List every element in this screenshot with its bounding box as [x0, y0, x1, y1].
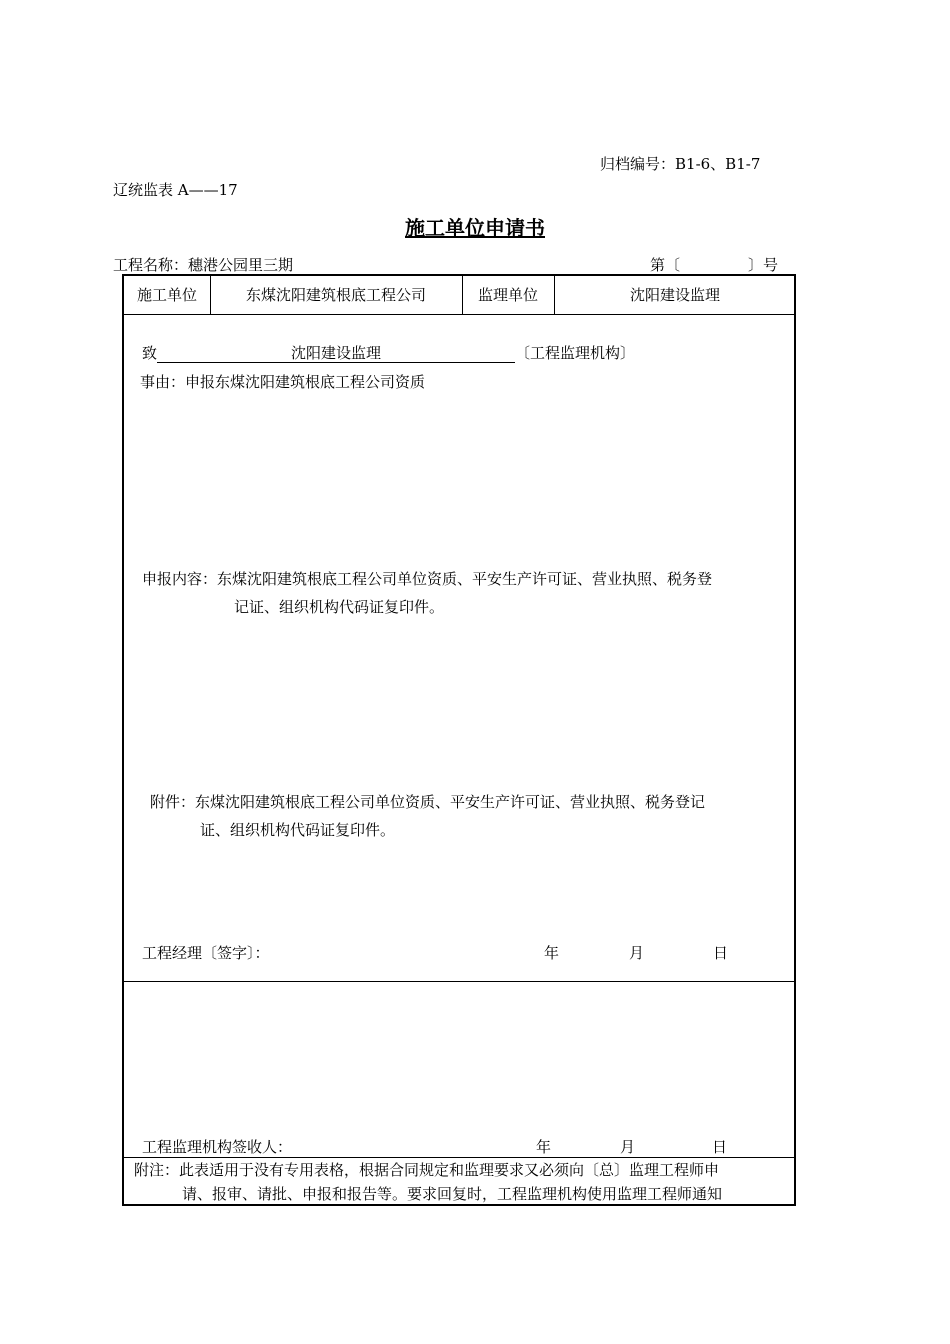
footnote-line-1: 附注：此表适用于没有专用表格，根据合同规定和监理要求又必须向〔总〕监理工程师申	[134, 1161, 720, 1179]
attachments	[150, 788, 795, 844]
application-form-table	[122, 274, 796, 1206]
application-content	[142, 565, 792, 621]
receipt-year: 年	[536, 1138, 552, 1156]
attach-label: 附件：	[150, 793, 196, 811]
addressee-suffix: 〔工程监理机构〕	[515, 344, 636, 362]
attach-line-2: 证、组织机构代码证复印件。	[200, 821, 396, 839]
supervisor-value: 沈阳建设监理	[629, 286, 720, 304]
serial-prefix: 第〔	[650, 256, 681, 274]
contractor-value: 东煤沈阳建筑根底工程公司	[245, 286, 426, 304]
manager-day: 日	[713, 944, 729, 962]
footnote	[134, 1158, 794, 1206]
manager-month: 月	[629, 944, 645, 962]
addressee-prefix: 致	[142, 344, 158, 362]
contractor-label: 施工单位	[136, 286, 197, 304]
attach-line-1: 东煤沈阳建筑根底工程公司单位资质、平安生产许可证、营业执照、税务登记	[195, 793, 706, 811]
content-label: 申报内容：	[142, 570, 218, 588]
addressee-name: 沈阳建设监理	[157, 344, 515, 363]
project-name: 工程名称：穗港公园里三期	[113, 256, 294, 274]
manager-signature-label: 工程经理〔签字〕：	[142, 944, 270, 962]
serial-number	[650, 254, 778, 275]
addressee-line	[142, 342, 635, 363]
receipt-month: 月	[620, 1138, 636, 1156]
page-title: 施工单位申请书	[405, 216, 545, 240]
manager-year: 年	[544, 944, 560, 962]
form-code: 辽统监表 A——17	[113, 181, 238, 199]
reason-text: 事由：申报东煤沈阳建筑根底工程公司资质	[140, 373, 426, 391]
archive-number: 归档编号：B1-6、B1-7	[600, 155, 761, 173]
serial-suffix: 〕号	[748, 256, 779, 274]
supervisor-label: 监理单位	[477, 286, 538, 304]
content-line-2: 记证、组织机构代码证复印件。	[234, 598, 445, 616]
receipt-day: 日	[712, 1138, 728, 1156]
receiver-signature-label: 工程监理机构签收人：	[142, 1138, 293, 1156]
content-line-1: 东煤沈阳建筑根底工程公司单位资质、平安生产许可证、营业执照、税务登	[217, 570, 713, 588]
footnote-line-2: 请、报审、请批、申报和报告等。要求回复时，工程监理机构使用监理工程师通知	[182, 1185, 723, 1203]
